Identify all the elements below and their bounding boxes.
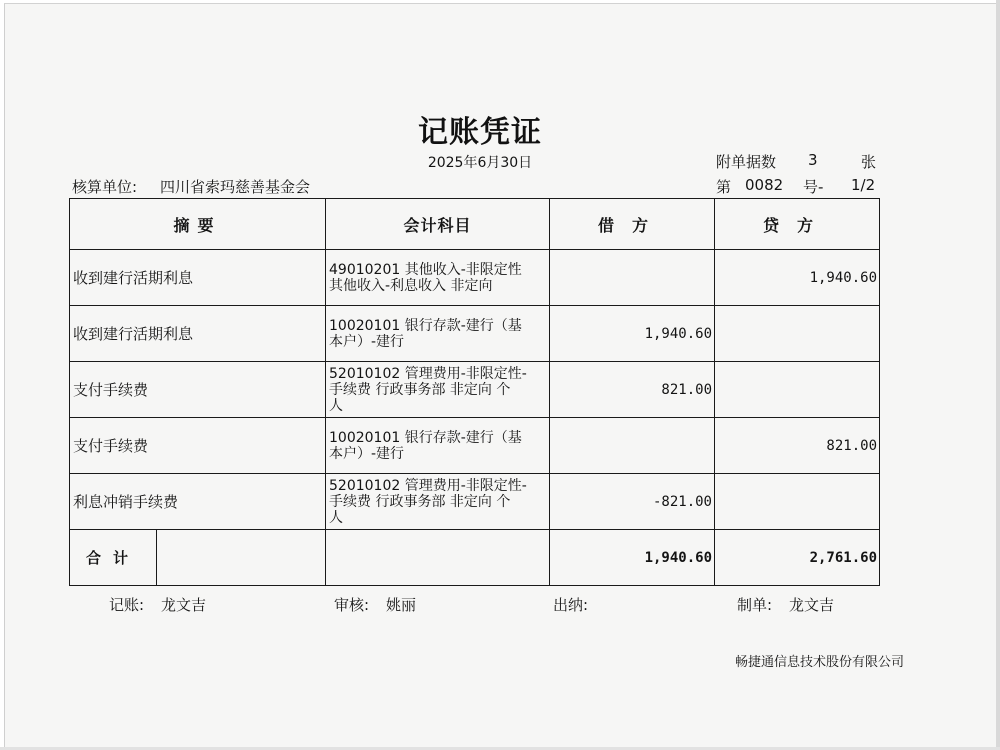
total-credit: 2,761.60 <box>715 530 880 586</box>
total-label-text: 合计 <box>70 530 157 585</box>
account-line: 手续费 行政事务部 非定向 个 <box>329 494 511 510</box>
total-row <box>70 530 880 586</box>
account-line: 10020101 银行存款-建行（基 <box>329 430 522 446</box>
row-debit: 1,940.60 <box>550 306 715 362</box>
account-line: 人 <box>329 510 343 526</box>
total-blank <box>157 530 325 585</box>
row-account <box>326 418 550 474</box>
header-summary: 摘要 <box>70 199 326 250</box>
row-credit: 1,940.60 <box>715 250 880 306</box>
account-line: 本户）-建行 <box>329 446 405 462</box>
row-credit: 821.00 <box>715 418 880 474</box>
row-debit: -821.00 <box>550 474 715 530</box>
row-summary: 收到建行活期利息 <box>70 250 326 306</box>
account-line: 手续费 行政事务部 非定向 个 <box>329 382 511 398</box>
account-line: 人 <box>329 398 343 414</box>
reviewer-name: 姚丽 <box>386 596 417 614</box>
row-account <box>326 250 550 306</box>
voucher-date: 2025年6月30日 <box>427 155 533 171</box>
unit-name: 四川省索玛慈善基金会 <box>160 178 311 196</box>
row-summary: 支付手续费 <box>70 362 326 418</box>
account-line: 49010201 其他收入-非限定性 <box>329 262 522 278</box>
voucher-number-prefix: 第 <box>716 178 732 196</box>
table-row <box>70 250 880 306</box>
account-line: 52010102 管理费用-非限定性- <box>329 478 527 494</box>
total-account-blank <box>326 530 550 586</box>
row-account <box>326 306 550 362</box>
header-debit: 借方 <box>550 199 715 250</box>
total-debit: 1,940.60 <box>550 530 715 586</box>
row-debit <box>550 418 715 474</box>
row-credit <box>715 474 880 530</box>
header-credit: 贷方 <box>715 199 880 250</box>
attachments-label: 附单据数 <box>716 153 777 171</box>
header-account: 会计科目 <box>326 199 550 250</box>
row-credit <box>715 306 880 362</box>
software-company: 畅捷通信息技术股份有限公司 <box>735 655 905 670</box>
total-label <box>70 530 326 586</box>
table-header-row <box>70 199 880 250</box>
row-account <box>326 362 550 418</box>
bookkeeper-label: 记账: <box>109 596 145 614</box>
attachments-unit: 张 <box>861 153 877 171</box>
voucher-number: 0082 <box>745 176 784 194</box>
attachments-count: 3 <box>808 151 818 169</box>
table-row <box>70 418 880 474</box>
row-summary: 利息冲销手续费 <box>70 474 326 530</box>
row-credit <box>715 362 880 418</box>
table-row <box>70 362 880 418</box>
account-line: 52010102 管理费用-非限定性- <box>329 366 527 382</box>
row-account <box>326 474 550 530</box>
paper-edge <box>996 0 1000 750</box>
voucher-page: 1/2 <box>851 176 876 194</box>
voucher-table <box>69 198 880 586</box>
row-debit <box>550 250 715 306</box>
table-row <box>70 306 880 362</box>
preparer-label: 制单: <box>737 596 773 614</box>
account-line: 其他收入-利息收入 非定向 <box>329 278 493 294</box>
account-line: 10020101 银行存款-建行（基 <box>329 318 522 334</box>
voucher-number-suffix: 号- <box>803 178 824 196</box>
bookkeeper-name: 龙文吉 <box>161 596 207 614</box>
row-debit: 821.00 <box>550 362 715 418</box>
account-line: 本户）-建行 <box>329 334 405 350</box>
unit-label: 核算单位: <box>72 178 138 196</box>
reviewer-label: 审核: <box>334 596 370 614</box>
table-row <box>70 474 880 530</box>
row-summary: 收到建行活期利息 <box>70 306 326 362</box>
voucher-title: 记账凭证 <box>418 115 542 150</box>
row-summary: 支付手续费 <box>70 418 326 474</box>
cashier-label: 出纳: <box>553 596 589 614</box>
preparer-name: 龙文吉 <box>789 596 835 614</box>
